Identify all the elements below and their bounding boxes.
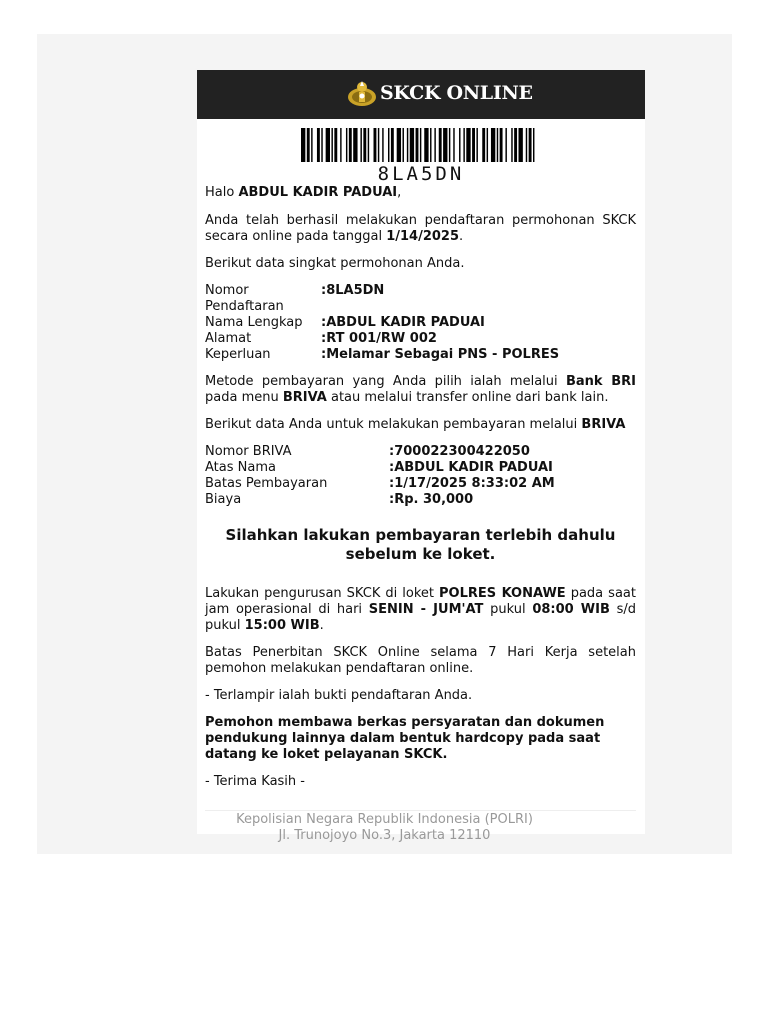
barcode-bar (482, 128, 485, 162)
barcode-bar (430, 128, 431, 162)
payment-method-paragraph: Metode pembayaran yang Anda pilih ialah melalui Bank BRI pada menu BRIVA atau melalui transfer online dari bank lain. (205, 374, 636, 405)
bank-name: Bank BRI (565, 374, 636, 389)
barcode-bar (378, 128, 379, 162)
barcode-bar (497, 128, 498, 162)
closing-text: - Terima Kasih - (205, 774, 305, 789)
applicant-value: :Melamar Sebagai PNS - POLRES (321, 347, 560, 362)
header-banner (197, 70, 645, 119)
payment-notice-heading: Silahkan lakukan pembayaran terlebih dahulu sebelum ke loket. (225, 526, 616, 563)
barcode-bar (449, 128, 450, 162)
divider (205, 810, 636, 811)
barcode-bar (363, 128, 366, 162)
barcode-bar (453, 128, 454, 162)
barcode-bar (420, 128, 421, 162)
applicant-details (205, 283, 636, 363)
barcode-bar (307, 128, 310, 162)
barcode-bar (416, 128, 419, 162)
email-card (197, 70, 645, 834)
footer-organization: Kepolisian Negara Republik Indonesia (POLRI) (236, 812, 533, 827)
barcode-bar (317, 128, 320, 162)
footer-address: Jl. Trunojoyo No.3, Jakarta 12110 (278, 828, 491, 843)
payment-menu: BRIVA (282, 390, 327, 405)
barcode-bar (434, 128, 435, 162)
barcode-bar (505, 128, 506, 162)
payment-value: :700022300422050 (389, 444, 530, 459)
attachment-note: - Terlampir ialah bukti pendaftaran Anda. (205, 688, 473, 703)
email-body (205, 185, 636, 790)
barcode-bar (334, 128, 337, 162)
payment-label: Biaya (205, 492, 242, 507)
applicant-label: Nama Lengkap (205, 315, 303, 330)
barcode-bar (353, 128, 357, 162)
barcode-bar (443, 128, 447, 162)
barcode-bar (311, 128, 312, 162)
polri-emblem-icon (346, 80, 378, 108)
payment-label: Nomor BRIVA (205, 444, 292, 459)
barcode-bar (301, 128, 305, 162)
header-title: SKCK ONLINE (380, 82, 533, 104)
barcode-bar (388, 128, 389, 162)
payment-intro: Berikut data Anda untuk melakukan pembayaran melalui BRIVA (205, 417, 626, 432)
barcode-bar (463, 128, 464, 162)
registration-date: 1/14/2025 (386, 229, 460, 244)
footer (37, 812, 732, 844)
payment-value: :ABDUL KADIR PADUAI (389, 460, 553, 475)
email-background (37, 34, 732, 854)
barcode-bar (476, 128, 477, 162)
barcode-bar (514, 128, 517, 162)
barcode-bar (360, 128, 361, 162)
deadline-note: Batas Penerbitan SKCK Online selama 7 Hari Kerja setelah pemohon melakukan pendaftaran online. (205, 645, 636, 676)
barcode-bar (340, 128, 341, 162)
applicant-value: :ABDUL KADIR PADUAI (321, 315, 485, 330)
barcode-bar (491, 128, 495, 162)
barcode-bar (526, 128, 527, 162)
office-name: POLRES KONAWE (439, 586, 566, 601)
barcode-bar (407, 128, 408, 162)
payment-details (205, 444, 636, 508)
applicant-value: :RT 001/RW 002 (321, 331, 437, 346)
barcode-bar (519, 128, 523, 162)
recipient-name: ABDUL KADIR PADUAI (238, 185, 398, 200)
barcode-bar (391, 128, 394, 162)
summary-intro: Berikut data singkat permohonan Anda. (205, 256, 465, 271)
payment-label: Batas Pembayaran (205, 476, 328, 491)
payment-value: :Rp. 30,000 (389, 492, 474, 507)
barcode-bar (487, 128, 488, 162)
applicant-value: :8LA5DN (321, 283, 385, 298)
barcode-bar (459, 128, 460, 162)
process-paragraph: Lakukan pengurusan SKCK di loket POLRES KONAWE pada saat jam operasional di hari SENIN - JUM'AT pukul 08:00 WIB s/d pukul 15:00 WIB. (205, 586, 636, 633)
barcode-bar (410, 128, 414, 162)
barcode-bar (397, 128, 401, 162)
barcode-bar (349, 128, 352, 162)
payment-label: Atas Nama (205, 460, 276, 475)
barcode-code: 8LA5DN (377, 163, 465, 185)
applicant-label: Alamat (205, 331, 252, 346)
barcode-bar (500, 128, 503, 162)
barcode-bar (374, 128, 377, 162)
greeting: Halo ABDUL KADIR PADUAI, (205, 185, 402, 200)
barcode-bar (382, 128, 383, 162)
applicant-label: Keperluan (205, 347, 271, 362)
barcode-bar (346, 128, 347, 162)
barcode-bar (403, 128, 404, 162)
barcode-bar (424, 128, 428, 162)
intro-paragraph: Anda telah berhasil melakukan pendaftaran permohonan SKCK secara online pada tanggal 1/14/2025. (205, 213, 636, 244)
barcode-bar (331, 128, 332, 162)
barcode-bar (511, 128, 512, 162)
barcode-bar (466, 128, 470, 162)
registration-barcode (301, 128, 541, 162)
barcode-bar (368, 128, 369, 162)
applicant-label: Nomor Pendaftaran (205, 283, 284, 314)
barcode-bar (472, 128, 475, 162)
barcode-bar (533, 128, 534, 162)
barcode-bar (326, 128, 330, 162)
barcode-bar (529, 128, 532, 162)
barcode-bar (321, 128, 322, 162)
payment-value: :1/17/2025 8:33:02 AM (389, 476, 555, 491)
barcode-bar (439, 128, 442, 162)
requirements-note: Pemohon membawa berkas persyaratan dan dokumen pendukung lainnya dalam bentuk hardcopy pada saat datang ke loket pelayanan SKCK. (205, 715, 605, 762)
